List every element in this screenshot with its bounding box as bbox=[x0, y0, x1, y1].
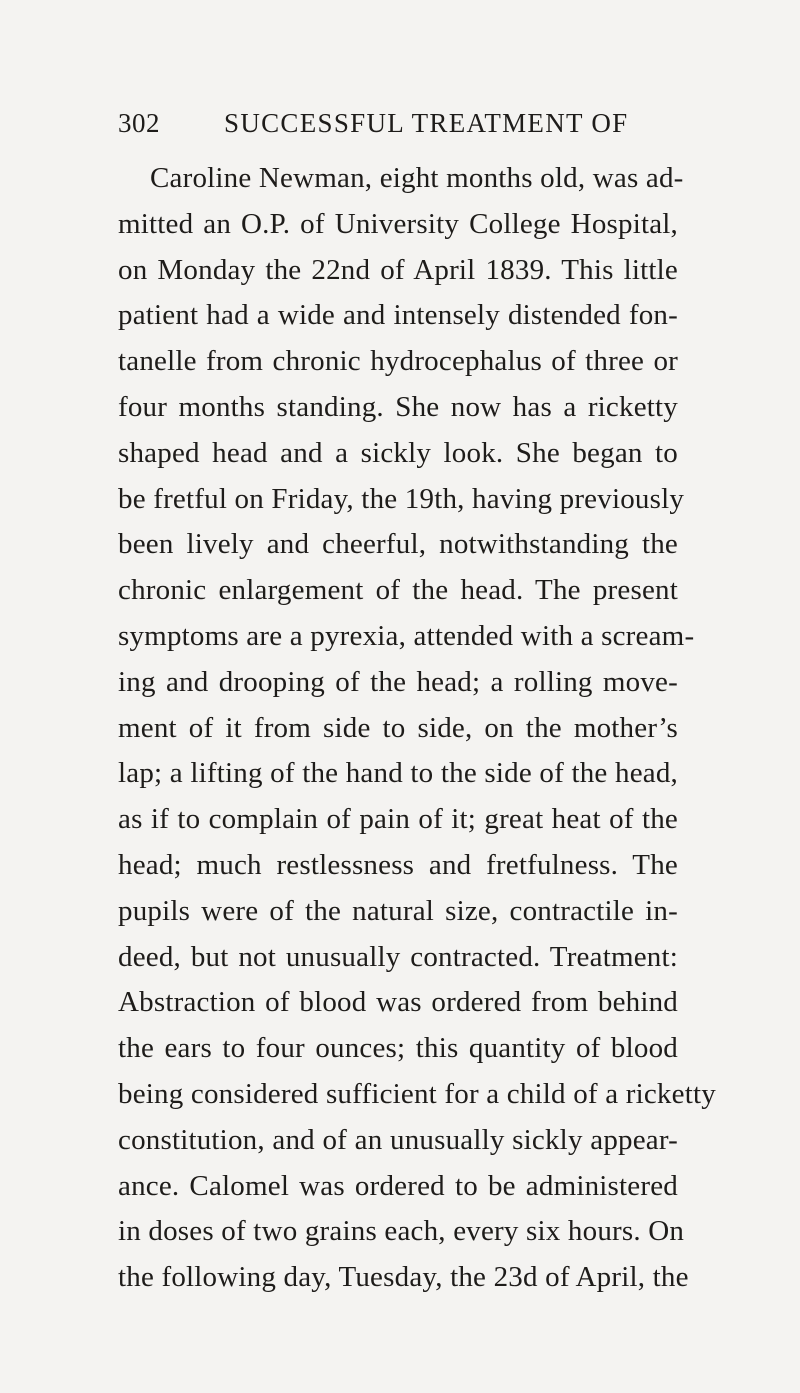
text-line: Caroline Newman, eight months old, was ad- bbox=[150, 162, 684, 194]
text-line: lap; a lifting of the hand to the side of the head, bbox=[118, 757, 678, 790]
running-title: SUCCESSFUL TREATMENT OF bbox=[224, 108, 629, 138]
text-line: constitution, and of an unusually sickly appear- bbox=[118, 1123, 678, 1156]
text-line: the ears to four ounces; this quantity of blood bbox=[118, 1032, 678, 1065]
text-line: ment of it from side to side, on the mother’s bbox=[118, 711, 678, 744]
text-line: ance. Calomel was ordered to be administered bbox=[118, 1169, 678, 1202]
text-line: on Monday the 22nd of April 1839. This little bbox=[118, 253, 678, 286]
text-line: been lively and cheerful, notwithstanding the bbox=[118, 528, 678, 561]
running-head bbox=[118, 108, 678, 148]
text-line: mitted an O.P. of University College Hospital, bbox=[118, 207, 678, 240]
text-line: the following day, Tuesday, the 23d of April, the bbox=[118, 1261, 689, 1294]
text-line: shaped head and a sickly look. She began to bbox=[118, 436, 678, 469]
text-line: as if to complain of pain of it; great heat of the bbox=[118, 803, 678, 836]
text-line: symptoms are a pyrexia, attended with a scream- bbox=[118, 619, 695, 652]
text-line: tanelle from chronic hydrocephalus of three or bbox=[118, 345, 678, 378]
text-line: in doses of two grains each, every six hours. On bbox=[118, 1215, 685, 1248]
text-line: pupils were of the natural size, contractile in- bbox=[118, 894, 678, 927]
page-number: 302 bbox=[118, 108, 160, 138]
text-line: deed, but not unusually contracted. Treatment: bbox=[118, 940, 678, 973]
body-text bbox=[118, 156, 716, 1301]
text-line: chronic enlargement of the head. The present bbox=[118, 574, 678, 607]
text-line: being considered sufficient for a child of a ricketty bbox=[118, 1077, 716, 1110]
text-line: ing and drooping of the head; a rolling move- bbox=[118, 665, 678, 698]
text-line: Abstraction of blood was ordered from behind bbox=[118, 986, 678, 1019]
text-line: patient had a wide and intensely distended fon- bbox=[118, 299, 678, 332]
text-line: four months standing. She now has a ricketty bbox=[118, 390, 678, 423]
text-line: be fretful on Friday, the 19th, having previously bbox=[118, 482, 685, 515]
text-line: head; much restlessness and fretfulness. The bbox=[118, 848, 678, 881]
